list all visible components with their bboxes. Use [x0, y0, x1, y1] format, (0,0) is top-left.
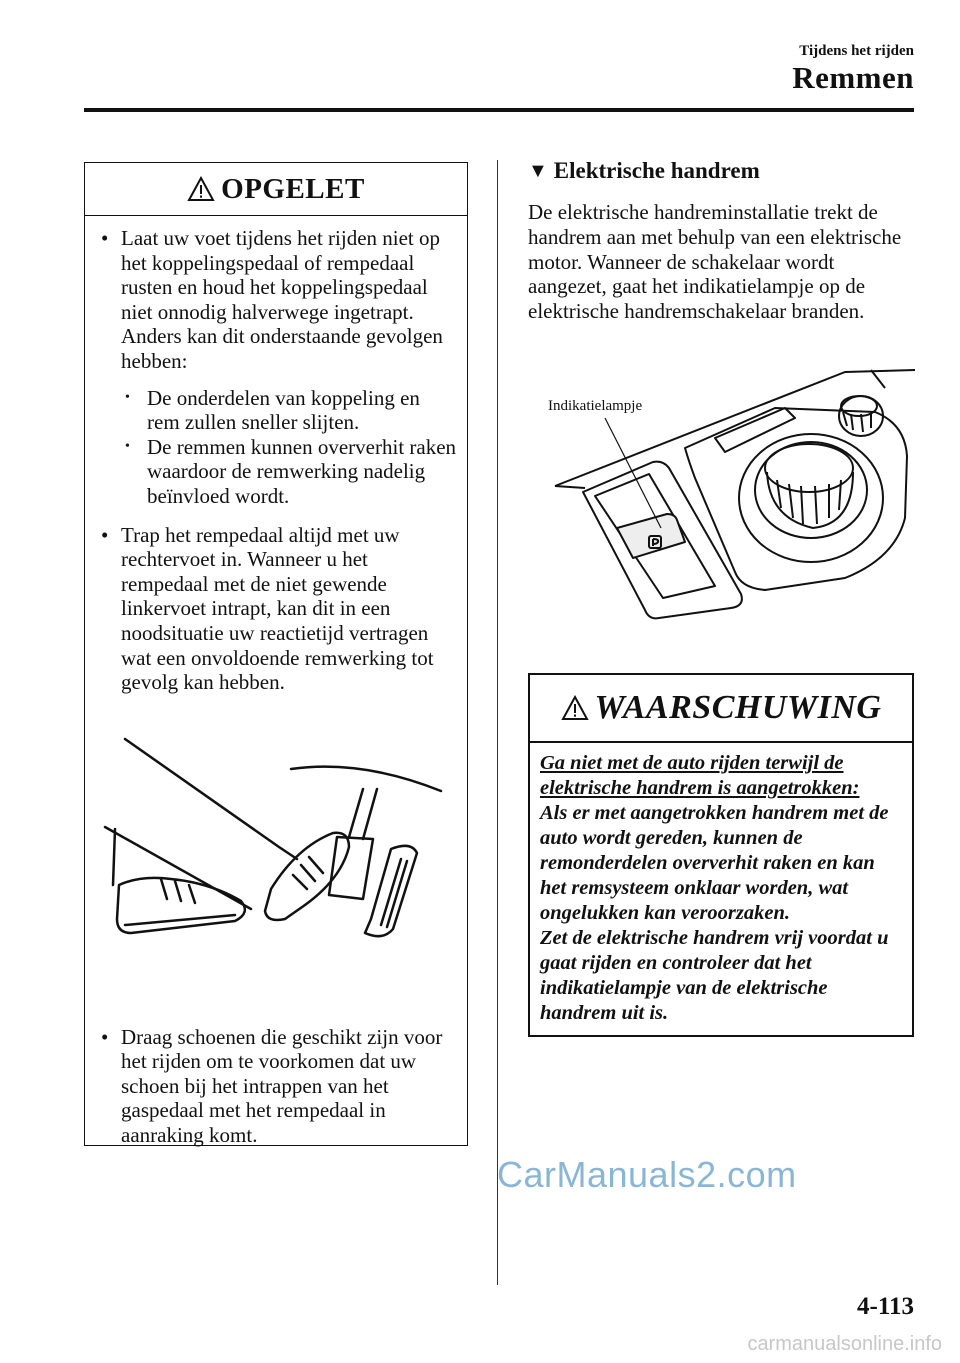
triangle-down-icon: ▼	[528, 159, 548, 182]
caution-bullet-3: • Draag schoenen die geschikt zijn voor het rijden om te voorkomen dat uw schoen bij het intrappen van het gaspedaal met het rempedaal in aanraking komt.	[101, 1025, 457, 1148]
warning-text-2: Zet de elektrische handrem vrij voordat u gaat rijden en controleer dat het indikatielampje van de elektrische handrem uit is.	[540, 927, 889, 1024]
section-intro: De elektrische handreminstallatie trekt de handrem aan met behulp van een elektrische motor. Wanneer de schakelaar wordt aangezet, gaat het indikatielampje op de elektrische handremschakelaar branden.	[528, 200, 902, 324]
warning-title: WAARSCHUWING	[594, 689, 882, 726]
caution-bullet-2: • Trap het rempedaal altijd met uw rechtervoet in. Wanneer u het rempedaal met de niet gewende linkervoet intrapt, kan dit in een noodsituatie uw reactietijd vertragen wat een onvoldoende remwerking tot gevolg kan hebben.	[101, 523, 457, 695]
section-heading	[528, 158, 760, 184]
figure-label-indikatielampje: Indikatielampje	[548, 398, 643, 414]
warning-text-1: Als er met aangetrokken handrem met de auto wordt gereden, kunnen de remonderdelen oververhit raken en kan het remsysteem onklaar worden, wat ongelukken kan veroorzaken.	[540, 802, 889, 924]
header-section: Tijdens het rijden	[799, 43, 914, 59]
warning-lead: Ga niet met de auto rijden terwijl de elektrische handrem is aangetrokken:	[540, 752, 860, 799]
watermark-carmanualsonline: carmanualsonline.info	[747, 1333, 942, 1355]
caution-body	[85, 216, 467, 1148]
caution-bullet-1: • Laat uw voet tijdens het rijden niet op het koppelingspedaal of rempedaal rusten en houd het koppelingspedaal niet onnodig halverwege ingetrapt. Anders kan dit onderstaande gevolgen hebben:	[101, 226, 457, 374]
warning-box	[528, 673, 914, 1037]
caution-sub-bullet-2: • De remmen kunnen oververhit raken waardoor de remwerking nadelig beïnvloed wordt.	[101, 435, 457, 509]
caution-title: OPGELET	[221, 172, 365, 205]
caution-header	[85, 163, 467, 216]
page-number: 4-113	[857, 1293, 914, 1320]
warning-triangle-icon	[561, 695, 589, 721]
pedal-illustration	[101, 729, 461, 979]
column-divider	[497, 160, 498, 1285]
caution-box	[84, 162, 468, 1146]
header-title: Remmen	[792, 60, 914, 95]
watermark-carmanuals2: CarManuals2.com	[497, 1154, 797, 1195]
section-title: Elektrische handrem	[553, 158, 760, 183]
warning-body	[530, 743, 912, 1026]
warning-header	[530, 675, 912, 743]
warning-triangle-icon	[187, 176, 215, 202]
header-rule	[84, 108, 914, 112]
caution-sub-bullet-1: • De onderdelen van koppeling en rem zullen sneller slijten.	[101, 386, 457, 435]
